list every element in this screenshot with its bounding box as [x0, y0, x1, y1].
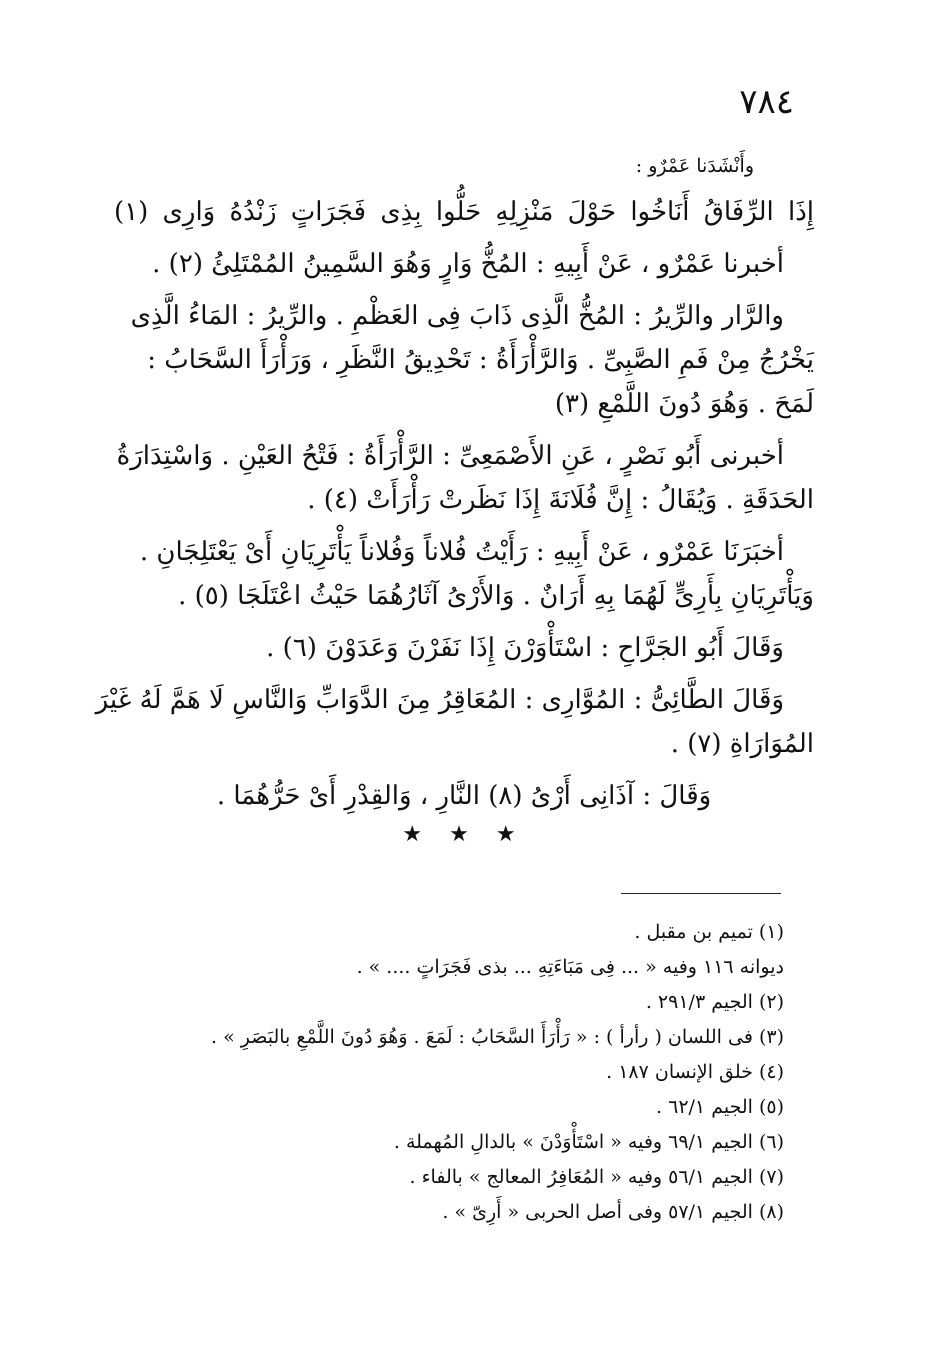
footnote-1-continued: ديوانه ١١٦ وفيه « ... فِى مَبَاءَتِهِ ... بذى فَجَرَاتٍ .... » . [356, 956, 784, 978]
footnote-7: (٧) الجيم ٥٦/١ وفيه « المُعَافِرُ المعالج » بالفاء . [409, 1166, 784, 1188]
paragraph-line: يَخْرُجُ مِنْ فَمِ الصَّبِىِّ . وَالرَّأْرَأَةُ : تَحْدِيقُ النَّظَرِ ، وَرَأْرَأَ السَّحَابُ : [147, 345, 814, 375]
paragraph-line: أخبَرَنَا عَمْرٌو ، عَنْ أَبِيهِ : رَأَيْتُ فُلاناً وَفُلاناً يَأْتَرِيَانِ أَىْ يَعْتَلِجَانِ . [139, 537, 784, 567]
footnote-5: (٥) الجيم ٦٢/١ . [656, 1096, 784, 1118]
paragraph-5 [114, 626, 814, 670]
closing-line: وَقَالَ : آذَانِى أَرْىُ (٨) النَّارِ ، وَالقِدْرِ أَىْ حَرُّهُمَا . [216, 781, 712, 811]
section-stars: ★ ★ ★ [402, 822, 526, 847]
footnote-4: (٤) خلق الإنسان ١٨٧ . [606, 1061, 784, 1083]
paragraph-2 [114, 294, 814, 426]
paragraph-line: وَقَالَ الطَّائِىُّ : المُوَّارِى : المُعَاقِرُ مِنَ الدَّوَابِّ وَالنَّاسِ لَا هَمَّ لَهُ غَيْرَ [95, 685, 784, 715]
paragraph-3 [114, 434, 814, 522]
intro-line: وأَنْشَدَنا عَمْرٌو : [635, 155, 754, 177]
footnote-8: (٨) الجيم ٥٧/١ وفى أصل الحربى « أَرِىّ » . [442, 1201, 784, 1223]
paragraph-4 [114, 530, 814, 618]
paragraph-line: المُوَارَاةِ (٧) . [670, 729, 814, 759]
paragraph-line: وَيَأْتَرِيَانِ بِأَرِىٍّ لَهُمَا بِهِ أَرَانٌ . وَالأَرْىُ آثَارُهُمَا حَيْثُ اعْتَلَجَا (٥) . [178, 581, 814, 611]
main-text [95, 150, 814, 847]
footnotes [124, 915, 784, 1230]
paragraph-line: أخبرنا عَمْرٌو ، عَنْ أَبِيهِ : المُخُّ وَارٍ وَهُوَ السَّمِينُ المُمْتَلِئُ (٢) . [152, 249, 784, 279]
page-number: ٧٨٤ [739, 82, 794, 122]
footnote-1: (١) تميم بن مقبل . [634, 921, 784, 943]
paragraph-line: وَقَالَ أَبُو الجَرَّاحِ : اسْتَأْوَرْنَ إِذَا نَفَرْنَ وَعَدَوْنَ (٦) . [266, 633, 784, 663]
poem-verse: إِذَا الرِّفَاقُ أَنَاخُوا حَوْلَ مَنْزِلِهِ حَلُّوا بِذِى فَجَرَاتٍ زَنْدُهُ وَارِى (١) [114, 197, 814, 227]
paragraph-line: لَمَحَ . وَهُوَ دُونَ اللَّمْعِ (٣) [554, 389, 814, 419]
paragraph-line: والرَّار والرِّيرُ : المُخُّ الَّذِى ذَابَ فِى العَظْمِ . والرِّيرُ : المَاءُ الَّذِى [130, 301, 784, 331]
paragraph-6 [95, 678, 814, 766]
footnote-3: (٣) فى اللسان ( رأرأ ) : « رَأْرَأَ السَّحَابُ : لَمَعَ . وَهُوَ دُونَ اللَّمْعِ بالبَصَرِ » . [211, 1026, 784, 1048]
footnote-2: (٢) الجيم ٢٩١/٣ . [645, 991, 784, 1013]
footnote-6: (٦) الجيم ٦٩/١ وفيه « اسْتَأْوَدْنَ » بالدالِ المُهملة . [393, 1131, 784, 1153]
paragraph-line: الحَدَقَةِ . وَيُقَالُ : إِنَّ فُلَانَةَ إِذَا نَظَرتْ رَأْرَأَتْ (٤) . [307, 485, 814, 515]
paragraph-1 [114, 242, 814, 286]
paragraph-line: أخبرنى أَبُو نَصْرٍ ، عَنِ الأَصْمَعِىِّ : الرَّأْرَأَةُ : فَتْحُ العَيْنِ . وَاسْتِدَارَةُ [116, 441, 784, 471]
footnote-divider [621, 893, 781, 894]
